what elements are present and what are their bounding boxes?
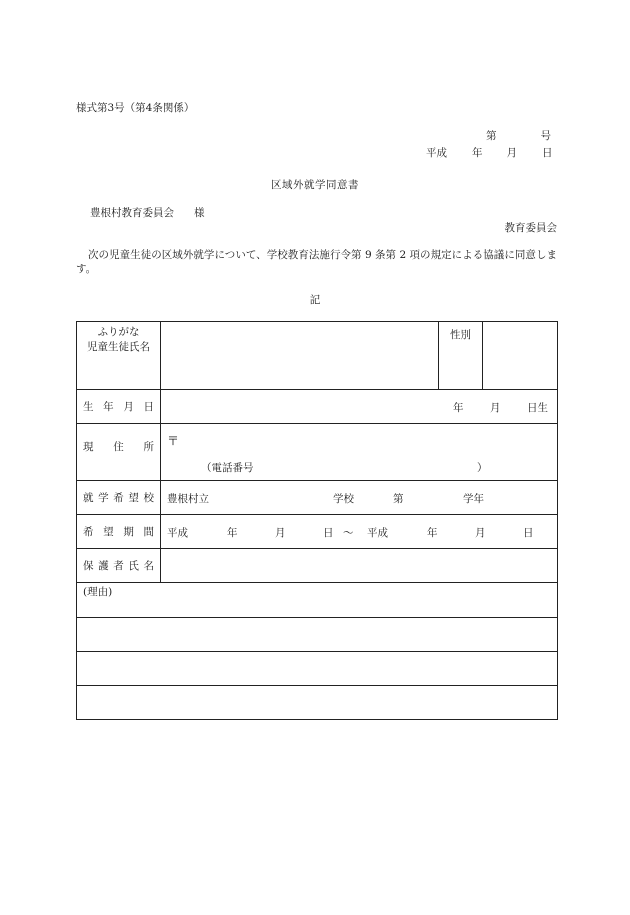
reason-field-line-2[interactable] [77, 618, 558, 652]
form-number-label: 様式第3号（第4条関係） [76, 102, 195, 114]
grade-suffix: 学年 [463, 492, 484, 505]
phone-label: （電話番号 [201, 462, 254, 474]
birthdate-year-unit: 年 [453, 401, 464, 414]
guardian-label: 保 護 者 氏 名 [83, 560, 154, 572]
gender-field[interactable] [483, 322, 558, 390]
issue-date-line [426, 145, 553, 160]
reason-field-line-3[interactable] [77, 652, 558, 686]
furigana-label: ふりがな [97, 326, 140, 338]
birthdate-field[interactable] [161, 390, 558, 424]
school-row [77, 481, 558, 515]
number-prefix: 第 [486, 130, 497, 142]
school-label-cell [77, 481, 161, 515]
reason-label: (理由) [83, 586, 113, 598]
student-name-label-cell [77, 322, 161, 390]
period-end-era: 平成 [367, 526, 388, 539]
period-start-era: 平成 [167, 526, 188, 539]
gender-label: 性別 [439, 322, 483, 390]
addressee [90, 205, 205, 220]
period-separator: ～ [343, 526, 354, 539]
period-label: 希 望 期 間 [83, 526, 154, 538]
address-label-cell [77, 424, 161, 481]
address-row [77, 424, 558, 481]
school-suffix: 学校 [333, 492, 354, 505]
date-era: 平成 [426, 147, 447, 159]
school-field[interactable] [161, 481, 558, 515]
birthdate-label-cell [77, 390, 161, 424]
birthdate-month-unit: 月 [490, 401, 501, 414]
address-label: 現 住 所 [83, 441, 154, 453]
reason-line-3 [77, 652, 558, 686]
period-field[interactable] [161, 515, 558, 549]
reason-line-2 [77, 618, 558, 652]
consent-form-table [76, 321, 558, 720]
document-number-line [486, 128, 551, 143]
date-month-unit: 月 [506, 147, 517, 159]
reason-field-line-4[interactable] [77, 686, 558, 720]
sender: 教育委員会 [504, 222, 557, 234]
period-start-year: 年 [227, 526, 238, 539]
guardian-label-cell [77, 549, 161, 583]
phone-close: ） [477, 462, 488, 474]
period-start-month: 月 [275, 526, 286, 539]
ki-heading: 記 [309, 294, 321, 306]
school-village: 豊根村立 [167, 492, 209, 505]
grade-prefix: 第 [393, 492, 404, 505]
period-start-day: 日 [323, 526, 334, 539]
period-end-month: 月 [475, 526, 486, 539]
period-end-day: 日 [523, 526, 534, 539]
date-day-unit: 日 [542, 147, 553, 159]
student-name-label: 児童生徒氏名 [87, 341, 150, 353]
period-end-year: 年 [427, 526, 438, 539]
reason-row [77, 583, 558, 618]
school-label: 就 学 希 望 校 [83, 492, 154, 504]
birthdate-day-unit: 日生 [527, 401, 548, 414]
addressee-name: 豊根村教育委員会 [90, 207, 174, 219]
period-label-cell [77, 515, 161, 549]
addressee-honorific: 様 [194, 207, 205, 219]
guardian-field[interactable] [161, 549, 558, 583]
document-title: 区域外就学同意書 [271, 179, 359, 191]
student-name-row [77, 322, 558, 390]
period-row [77, 515, 558, 549]
number-suffix: 号 [540, 130, 551, 142]
reason-line-4 [77, 686, 558, 720]
reason-field[interactable] [77, 583, 558, 618]
postal-mark: 〒 [167, 434, 180, 448]
body-text: 次の児童生徒の区域外就学について、学校教育法施行令第 9 条第 2 項の規定による協議に同意します。 [76, 249, 557, 275]
guardian-row [77, 549, 558, 583]
student-name-field[interactable] [161, 322, 439, 390]
address-field[interactable] [161, 424, 558, 481]
birthdate-label: 生 年 月 日 [83, 401, 154, 413]
date-year-unit: 年 [472, 147, 483, 159]
birthdate-row [77, 390, 558, 424]
